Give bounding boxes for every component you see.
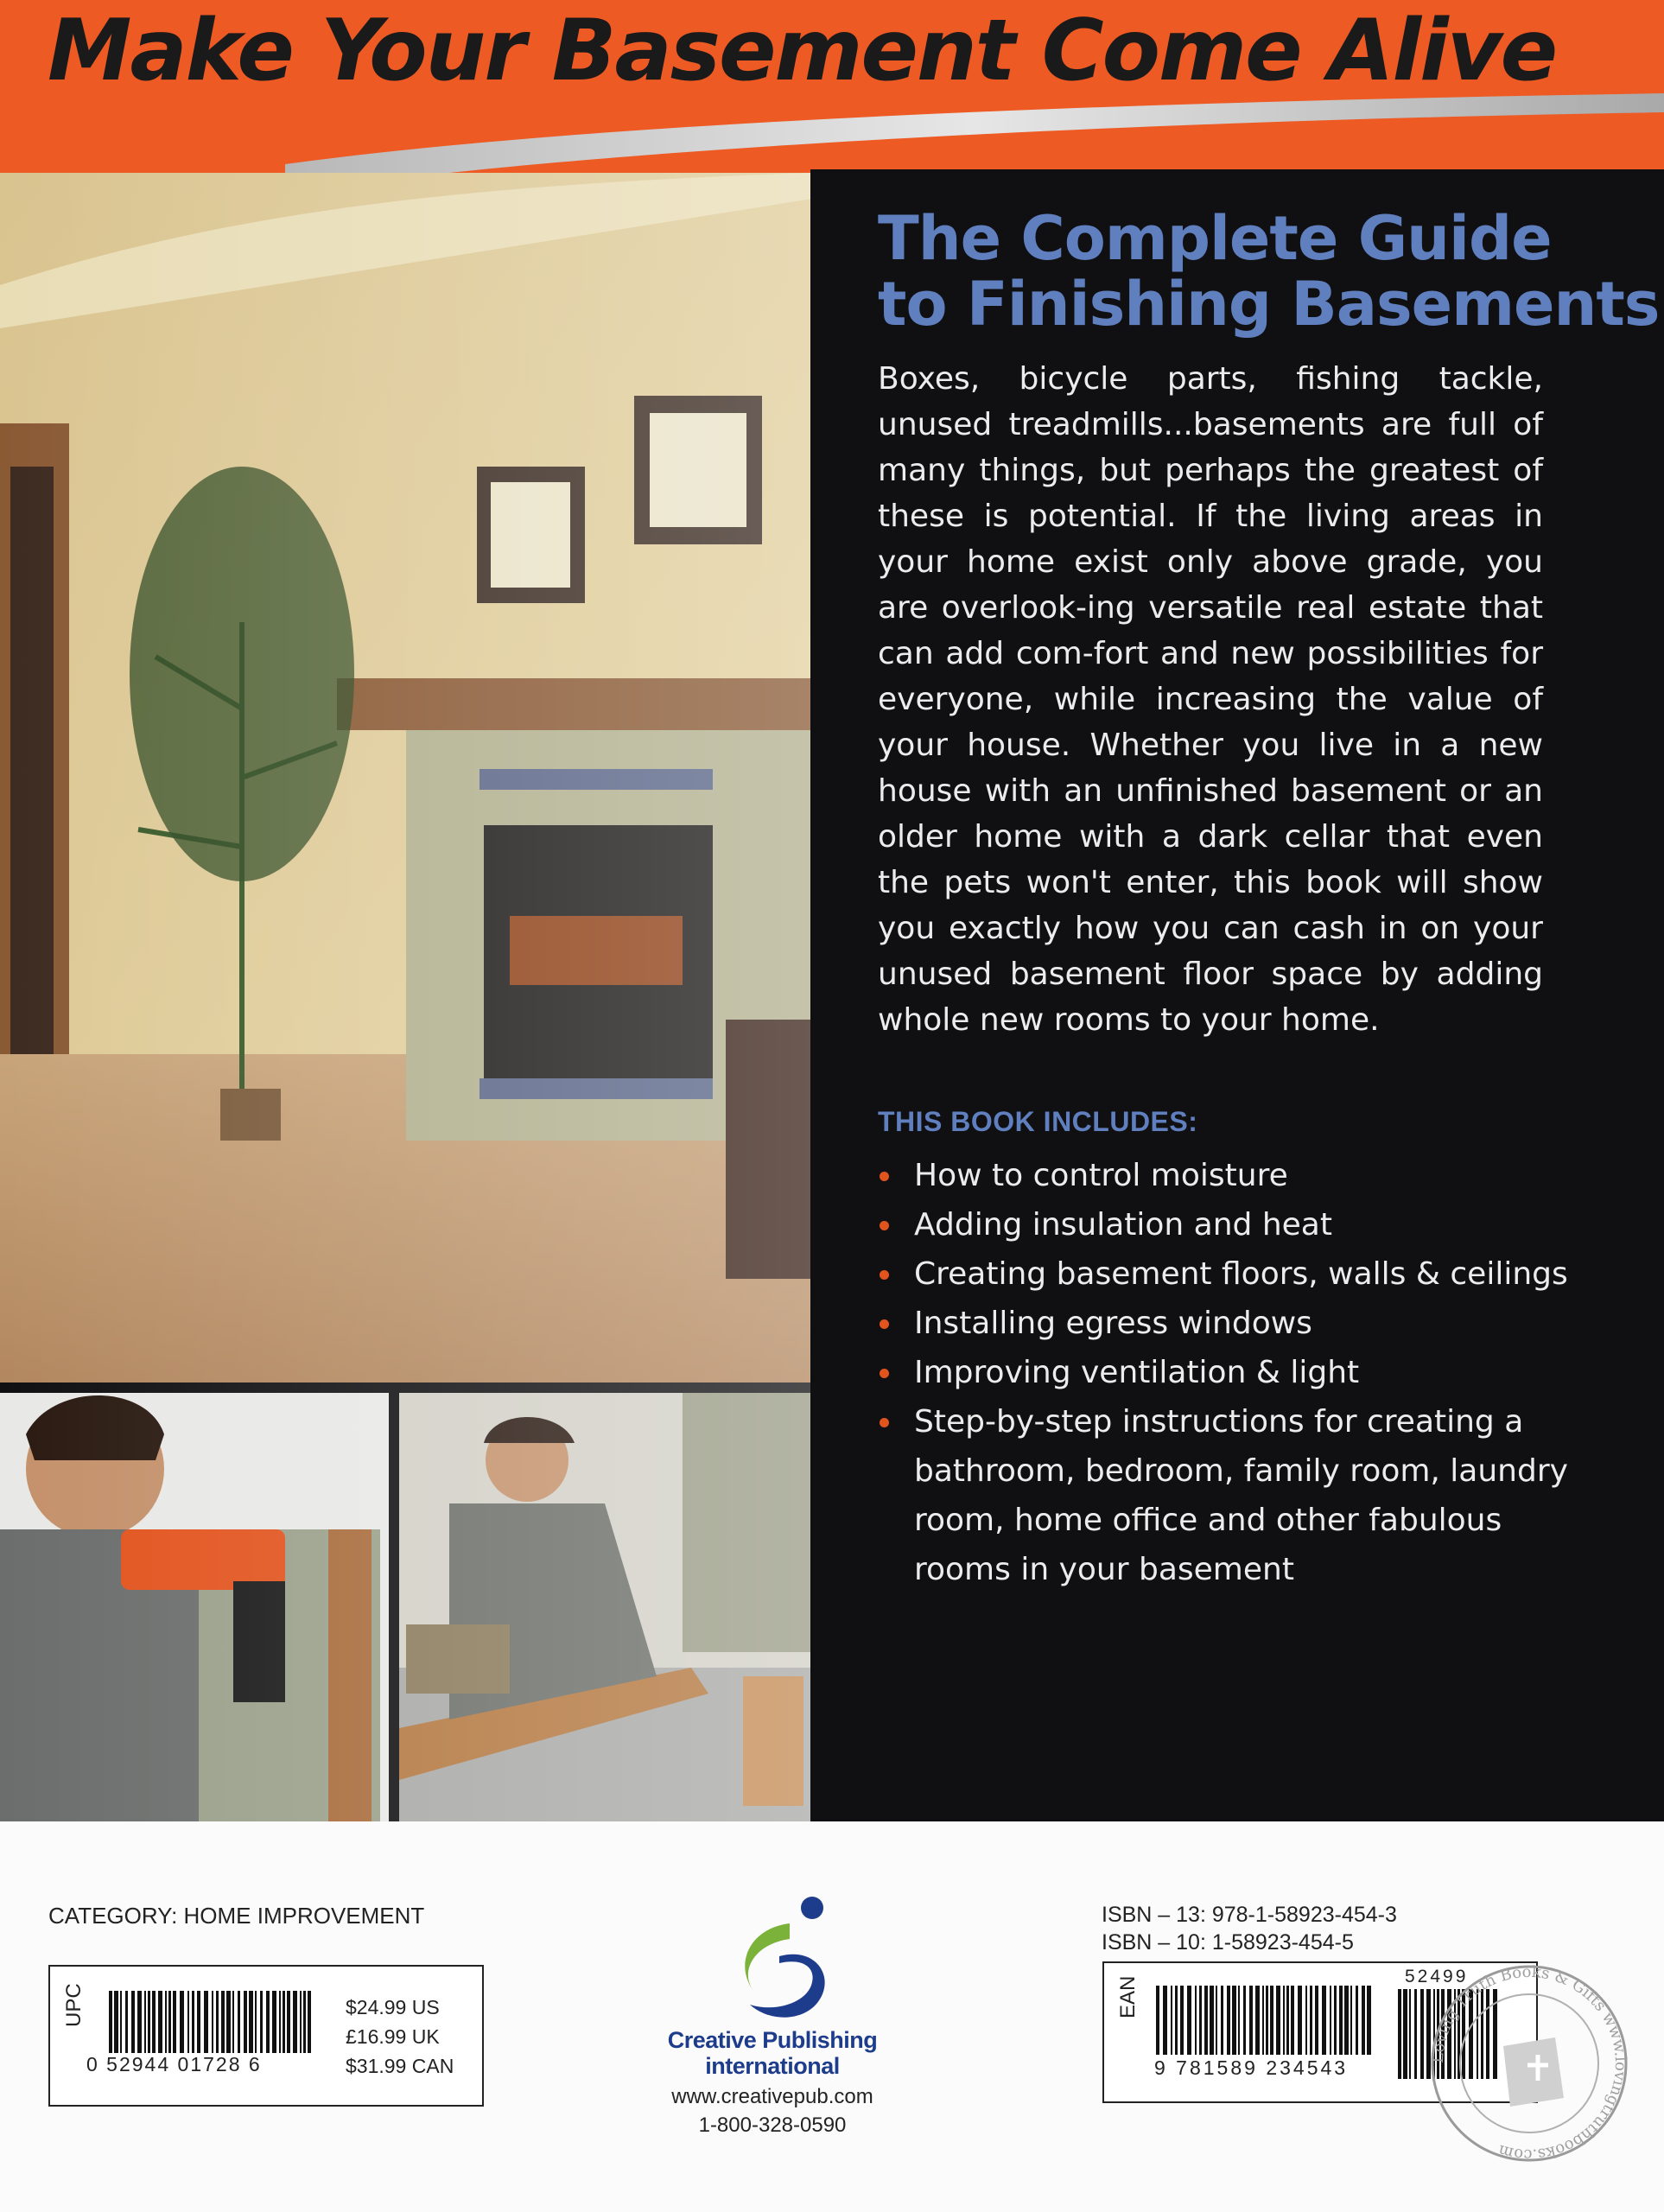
publisher-contact — [605, 2082, 940, 2139]
isbn-block — [1102, 1901, 1397, 1956]
barcode-bar — [131, 1991, 135, 2053]
barcode-bar — [249, 1991, 253, 2053]
guide-title — [878, 203, 1660, 340]
barcode-bar — [1175, 1986, 1178, 2055]
barcode-bar — [260, 1991, 263, 2053]
barcode-bar — [1305, 1986, 1307, 2055]
barcode-bar — [1216, 1986, 1217, 2055]
barcode-bar — [1171, 1986, 1172, 2055]
barcode-bar — [1180, 1986, 1184, 2055]
barcode-bar — [1204, 1986, 1208, 2055]
barcode-bar — [287, 1991, 290, 2053]
guide-title-line-2: to Finishing Basements — [878, 269, 1660, 340]
isbn-13: ISBN – 13: 978-1-58923-454-3 — [1102, 1903, 1397, 1927]
publisher-name-line-2: international — [705, 2053, 840, 2079]
barcode-bar — [244, 1991, 247, 2053]
barcode-bar — [168, 1991, 171, 2053]
barcode-bar — [1298, 1986, 1302, 2055]
barcode-bar — [1286, 1986, 1289, 2055]
barcode-bar — [197, 1991, 200, 2053]
barcode-bar — [1315, 1986, 1318, 2055]
barcode-bar — [137, 1991, 142, 2053]
barcode-bar — [1339, 1986, 1343, 2055]
barcode-bar — [1243, 1986, 1246, 2055]
barcode-bar — [187, 1991, 189, 2053]
includes-item: Adding insulation and heat — [878, 1200, 1569, 1249]
barcode-bar — [1367, 1986, 1371, 2055]
barcode-bar — [255, 1991, 257, 2053]
upc-barcode-box — [48, 1965, 484, 2107]
barcode-bar — [1291, 1986, 1294, 2055]
publisher-name-line-1: Creative Publishing — [667, 2027, 878, 2053]
upc-barcode-icon — [109, 1991, 316, 2053]
barcode-bar — [1322, 1986, 1326, 2055]
barcode-bar — [173, 1991, 176, 2053]
barcode-bar — [148, 1991, 150, 2053]
barcode-bar — [144, 1991, 146, 2053]
barcode-bar — [192, 1991, 194, 2053]
ean-barcode-icon — [1156, 1986, 1372, 2055]
barcode-bar — [1362, 1986, 1365, 2055]
barcode-bar — [114, 1991, 118, 2053]
barcode-bar — [238, 1991, 240, 2053]
barcode-bar — [1356, 1986, 1358, 2055]
seller-stamp-icon — [1417, 1951, 1642, 2176]
includes-item: How to control moisture — [878, 1151, 1569, 1200]
barcode-bar — [1255, 1986, 1260, 2055]
barcode-bar — [1163, 1986, 1167, 2055]
barcode-bar — [1262, 1986, 1264, 2055]
barcode-bar — [1409, 1989, 1411, 2079]
banner-title: Make Your Basement Come Alive — [48, 2, 1557, 100]
addon-digits: 52499 — [1405, 1967, 1469, 1986]
price-list — [346, 1993, 454, 2081]
book-blurb: Boxes, bicycle parts, fishing tackle, unused treadmills...basements are full of many things, but perhaps the greatest of these is potential. If the living areas in your home exist only above grade, you are overlook-ing versatile real estate that can add com-fort and new possibilities for everyone, while increasing the value of your house. Whether you live in a new house with an unfinished basement or an older home with a dark cellar that even the pets won't enter, this book will show you exactly how you can cash in on your unused basement floor space by adding whole new rooms to your home. — [878, 361, 1543, 1038]
barcode-bar — [165, 1991, 167, 2053]
includes-item: Installing egress windows — [878, 1299, 1569, 1348]
price-can: $31.99 CAN — [346, 2055, 454, 2077]
barcode-bar — [1283, 1986, 1285, 2055]
barcode-bar — [1398, 1989, 1401, 2079]
publisher-logo-icon — [722, 1896, 843, 2021]
barcode-bar — [120, 1991, 122, 2053]
barcode-bar — [1403, 1989, 1407, 2079]
publisher-name — [605, 2027, 940, 2079]
photo-collage — [0, 0, 812, 1823]
includes-item: Creating basement floors, walls & ceilings — [878, 1249, 1569, 1299]
ean-label: EAN — [1116, 1975, 1140, 2018]
barcode-bar — [1156, 1986, 1159, 2055]
barcode-bar — [221, 1991, 225, 2053]
barcode-bar — [300, 1991, 302, 2053]
barcode-bar — [1249, 1986, 1253, 2055]
isbn-10: ISBN – 10: 1-58923-454-5 — [1102, 1930, 1354, 1955]
ean-digits: 9 781589 234543 — [1154, 2056, 1349, 2079]
barcode-bar — [232, 1991, 234, 2053]
upc-digits: 0 52944 01728 6 — [86, 2053, 262, 2075]
publisher-website: www.creativepub.com — [671, 2085, 873, 2108]
barcode-bar — [1334, 1986, 1337, 2055]
barcode-bar — [1266, 1986, 1268, 2055]
barcode-bar — [272, 1991, 276, 2053]
barcode-bar — [216, 1991, 219, 2053]
guide-title-line-1: The Complete Guide — [878, 203, 1552, 274]
barcode-bar — [204, 1991, 208, 2053]
barcode-bar — [283, 1991, 285, 2053]
barcode-bar — [1221, 1986, 1223, 2055]
barcode-bar — [1238, 1986, 1240, 2055]
includes-item: Improving ventilation & light — [878, 1348, 1569, 1397]
includes-item: Step-by-step instructions for creating a bathroom, bedroom, family room, laundry room, home office and other fabulous rooms in your basement — [878, 1397, 1569, 1594]
barcode-bar — [308, 1991, 311, 2053]
barcode-bar — [1344, 1986, 1349, 2055]
barcode-bar — [279, 1991, 281, 2053]
barcode-bar — [1210, 1986, 1214, 2055]
barcode-bar — [152, 1991, 156, 2053]
barcode-bar — [1199, 1986, 1202, 2055]
includes-heading: THIS BOOK INCLUDES: — [878, 1106, 1198, 1137]
barcode-bar — [226, 1991, 231, 2053]
price-us: $24.99 US — [346, 1996, 440, 2018]
barcode-bar — [180, 1991, 184, 2053]
price-uk: £16.99 UK — [346, 2025, 440, 2048]
barcode-bar — [212, 1991, 213, 2053]
barcode-bar — [1227, 1986, 1230, 2055]
barcode-bar — [1350, 1986, 1352, 2055]
barcode-bar — [125, 1991, 128, 2053]
barcode-bar — [1195, 1986, 1197, 2055]
barcode-bar — [1276, 1986, 1280, 2055]
barcode-bar — [293, 1991, 297, 2053]
barcode-bar — [1187, 1986, 1191, 2055]
category-label: CATEGORY: HOME IMPROVEMENT — [48, 1903, 425, 1929]
barcode-bar — [1232, 1986, 1236, 2055]
upc-label: UPC — [62, 1983, 86, 2027]
barcode-bar — [109, 1991, 112, 2053]
barcode-bar — [1310, 1986, 1312, 2055]
barcode-bar — [158, 1991, 162, 2053]
barcode-bar — [266, 1991, 270, 2053]
barcode-bar — [1270, 1986, 1273, 2055]
stamp-text: Loving Truth Books & Gifts www.lovingtruthbooks.com — [1428, 1962, 1630, 2164]
barcode-bar — [303, 1991, 306, 2053]
includes-list — [878, 1151, 1569, 1594]
publisher-phone: 1-800-328-0590 — [698, 2113, 847, 2137]
barcode-bar — [1330, 1986, 1331, 2055]
